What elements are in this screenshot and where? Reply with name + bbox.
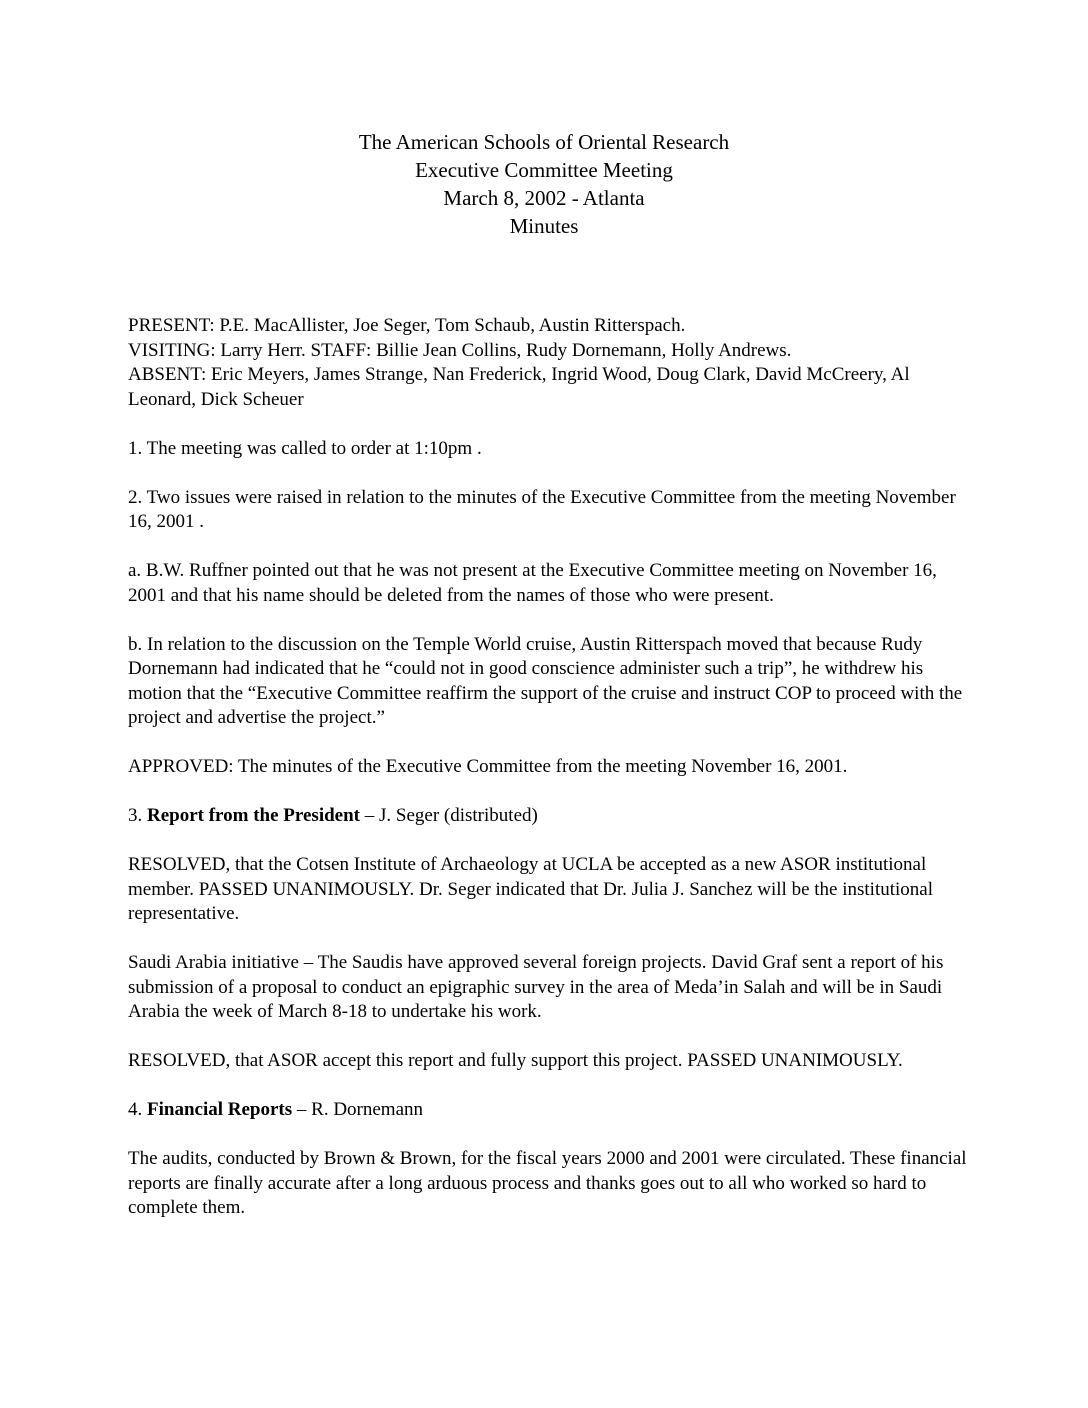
item-4-presenter: – R. Dornemann [292,1099,424,1120]
item-2-minutes-issues: 2. Two issues were raised in relation to the minutes of the Executive Committee from the meeting November 16, 2001 . [128,486,956,532]
minutes-body [128,314,968,1245]
resolved-cotsen: RESOLVED, that the Cotsen Institute of Archaeology at UCLA be accepted as a new ASOR institutional member. PASSED UNANIMOUSLY. Dr. Seger indicated that Dr. Julia J. Sanchez will be the institutional representative. [128,854,933,924]
item-4-number: 4. [128,1099,147,1120]
item-3-heading [128,804,968,829]
item-4-heading [128,1098,968,1123]
item-3-number: 3. [128,805,147,826]
item-3-title: Report from the President [147,805,360,826]
item-1-call-to-order: 1. The meeting was called to order at 1:10pm . [128,437,482,459]
present-list: PRESENT: P.E. MacAllister, Joe Seger, Tom Schaub, Austin Ritterspach. [128,315,686,336]
audits-paragraph: The audits, conducted by Brown & Brown, for the fiscal years 2000 and 2001 were circulated. These financial reports are finally accurate after a long arduous process and thanks goes out to all who worked so hard to complete them. [128,1148,967,1218]
visiting-staff-list: VISITING: Larry Herr. STAFF: Billie Jean Collins, Rudy Dornemann, Holly Andrews. [128,339,792,361]
document-type: Minutes [509,214,579,238]
item-3-presenter: – J. Seger (distributed) [360,805,538,826]
item-4-title: Financial Reports [147,1099,293,1120]
organization-title: The American Schools of Oriental Research [358,130,730,154]
resolved-saudi: RESOLVED, that ASOR accept this report and fully support this project. PASSED UNANIMOUSLY. [128,1050,903,1071]
meeting-date-location: March 8, 2002 - Atlanta [443,186,645,210]
absent-list: ABSENT: Eric Meyers, James Strange, Nan Frederick, Ingrid Wood, Doug Clark, David McCreery, Al Leonard, Dick Scheuer [128,364,910,410]
approved-minutes: APPROVED: The minutes of the Executive Committee from the meeting November 16, 2001. [128,756,848,777]
item-2b-cruise: b. In relation to the discussion on the Temple World cruise, Austin Ritterspach moved that because Rudy Dornemann had indicated that he “could not in good conscience administer such a trip”, he withdrew his motion that the “Executive Committee reaffirm the support of the cruise and instruct COP to proceed with the project and advertise the project.” [128,633,963,728]
item-2a-ruffner: a. B.W. Ruffner pointed out that he was not present at the Executive Committee meeting on November 16, 2001 and that his name should be deleted from the names of those who were present. [128,560,937,606]
saudi-initiative: Saudi Arabia initiative – The Saudis have approved several foreign projects. David Graf sent a report of his submission of a proposal to conduct an epigraphic survey in the area of Meda’in Salah and will be in Saudi Arabia the week of March 8-18 to undertake his work. [128,952,944,1022]
document-header [0,128,1088,240]
meeting-title: Executive Committee Meeting [415,158,673,182]
